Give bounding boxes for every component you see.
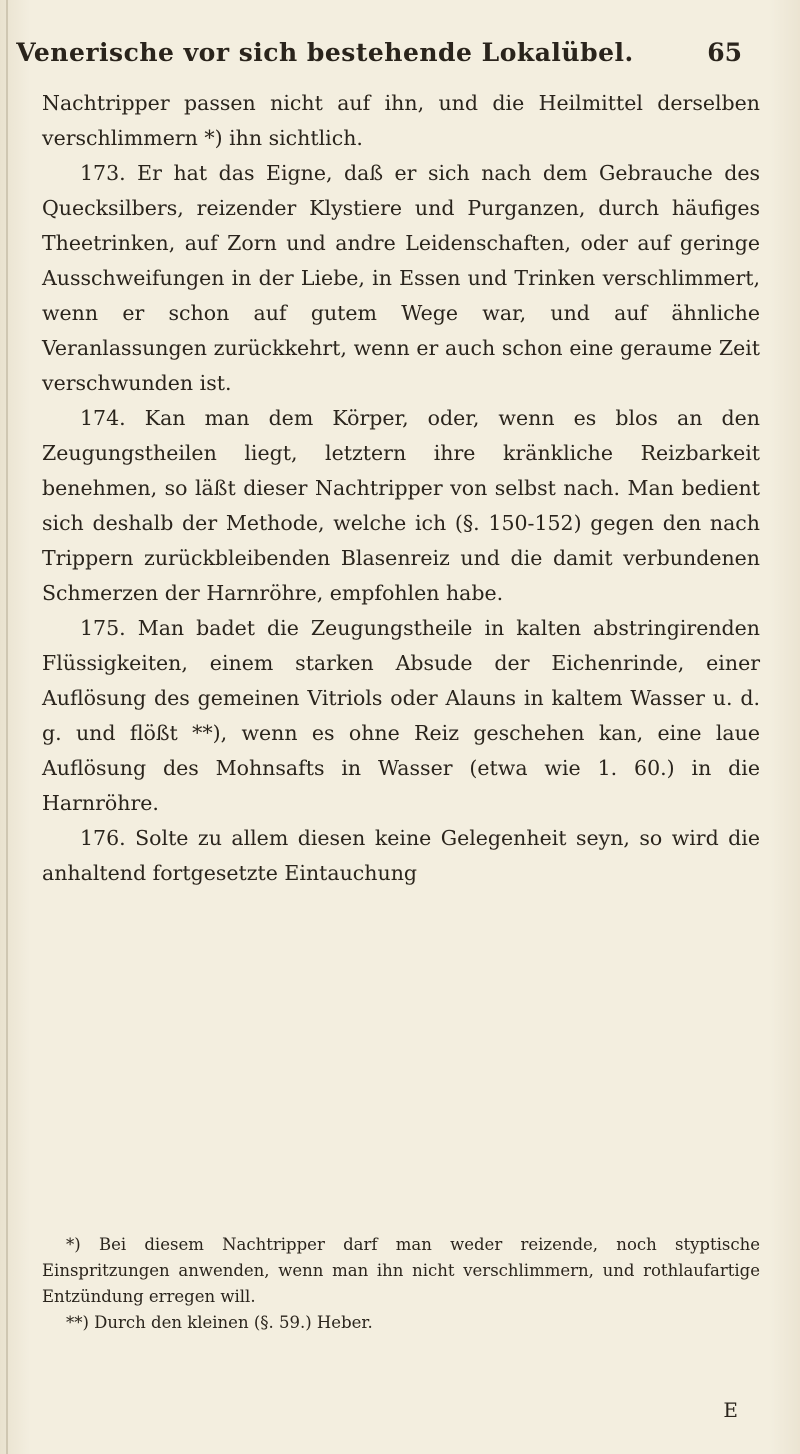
footnote-1: *) Bei diesem Nachtripper darf man weder reizende, noch styptische Einspritzungen anwenden, wenn man ihn nicht verschlimmern, und rothlaufartige Entzündung erregen will. xyxy=(42,1235,760,1306)
paragraph-text: Er hat das Eigne, daß er sich nach dem Gebrauche des Quecksilbers, reizender Klystiere und Purganzen, durch häufiges Theetrinken, auf Zorn und andre Leidenschaften, oder auf geringe Ausschweifungen in der Liebe, in Essen und Trinken verschlimmert, wenn er schon auf gutem Wege war, und auf ähnliche Veranlassungen zurückkehrt, wenn er auch schon eine geraume Zeit verschwunden ist. xyxy=(42,161,760,395)
footnote-2: **) Durch den kleinen (§. 59.) Heber. xyxy=(66,1313,373,1332)
paragraph-text: Man badet die Zeugungstheile in kalten abstringirenden Flüssigkeiten, einem starken Absude der Eichenrinde, einer Auflösung des gemeinen Vitriols oder Alauns in kaltem Wasser u. d. g. und flößt **), wenn es ohne Reiz geschehen kan, eine laue Auflösung des Mohnsafts in Wasser (etwa wie 1. 60.) in die Harnröhre. xyxy=(42,616,760,815)
paragraph-continuation xyxy=(42,86,760,156)
paragraph-text: Kan man dem Körper, oder, wenn es blos an den Zeugungstheilen liegt, letztern ihre kränkliche Reizbarkeit benehmen, so läßt dieser Nachtripper von selbst nach. Man bedient sich deshalb der Methode, welche ich (§. 150-152) gegen den nach Trippern zurückbleibenden Blasenreiz und die damit verbundenen Schmerzen der Harnröhre, empfohlen habe. xyxy=(42,406,760,605)
signature-mark: E xyxy=(723,1398,738,1422)
paragraph-number: 174. xyxy=(80,406,126,430)
paragraph-text: Solte zu allem diesen keine Gelegenheit seyn, so wird die anhaltend fortgesetzte Eintauchung xyxy=(42,826,760,885)
paragraph-text: Nachtripper passen nicht auf ihn, und die Heilmittel derselben verschlimmern *) ihn sichtlich. xyxy=(42,91,760,150)
paragraph-175 xyxy=(42,611,760,821)
page-number: 65 xyxy=(707,38,742,67)
paragraph-number: 176. xyxy=(80,826,126,850)
paragraph-174 xyxy=(42,401,760,611)
paragraph-173 xyxy=(42,156,760,401)
binding-edge xyxy=(6,0,8,1454)
paragraph-number: 173. xyxy=(80,161,126,185)
footnotes xyxy=(42,1232,760,1336)
paragraph-number: 175. xyxy=(80,616,126,640)
paragraph-176 xyxy=(42,821,760,891)
running-head: Venerische vor sich bestehende Lokalübel. xyxy=(16,38,634,67)
page-header xyxy=(0,38,800,78)
main-text xyxy=(42,86,760,891)
